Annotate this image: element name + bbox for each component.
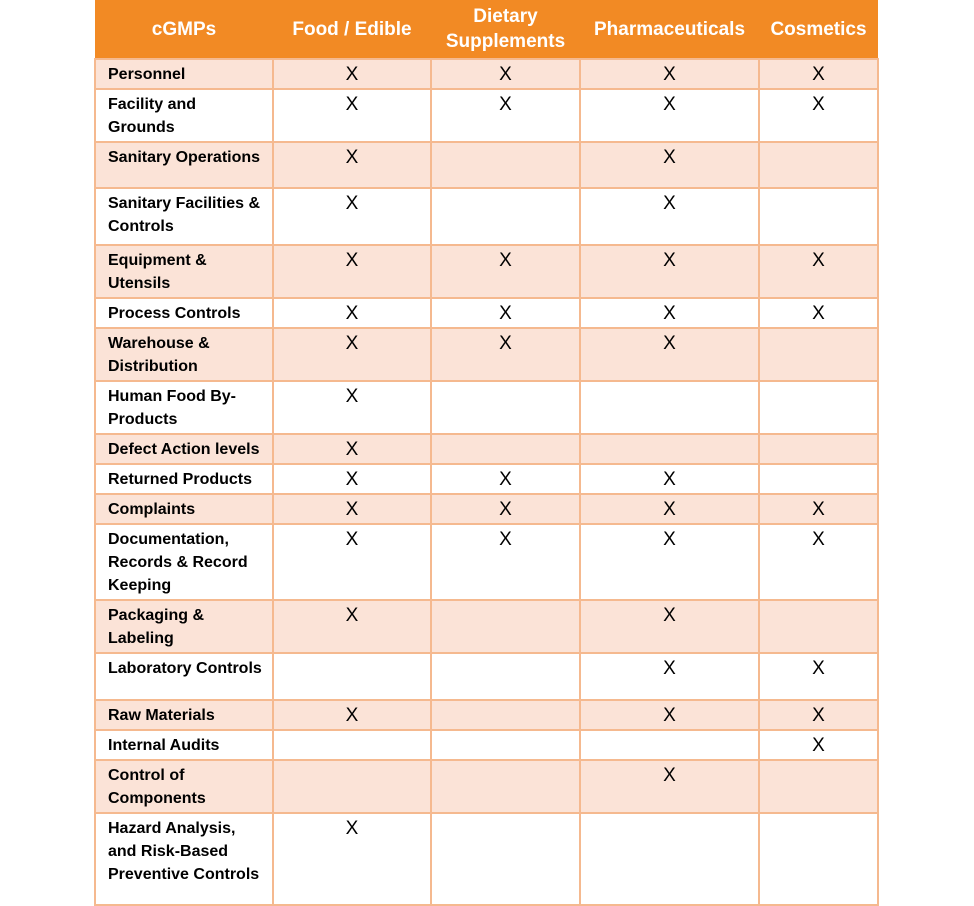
- table-row: [95, 89, 878, 142]
- mark-cell: X: [580, 328, 759, 381]
- mark-cell: X: [580, 59, 759, 89]
- mark-cell: X: [431, 494, 580, 524]
- mark-cell: X: [273, 59, 431, 89]
- table-row: [95, 245, 878, 298]
- row-label: Packaging & Labeling: [95, 600, 273, 653]
- mark-cell: X: [431, 524, 580, 600]
- mark-cell: X: [580, 464, 759, 494]
- row-label: Raw Materials: [95, 700, 273, 730]
- table-body: [95, 59, 878, 905]
- mark-cell: [273, 730, 431, 760]
- table-row: [95, 600, 878, 653]
- mark-cell: [273, 760, 431, 813]
- mark-cell: X: [759, 298, 878, 328]
- row-label: Control of Components: [95, 760, 273, 813]
- mark-cell: [431, 700, 580, 730]
- table-row: [95, 298, 878, 328]
- mark-cell: X: [580, 89, 759, 142]
- row-label: Equipment & Utensils: [95, 245, 273, 298]
- mark-cell: X: [273, 298, 431, 328]
- column-header-food-edible: Food / Edible: [273, 0, 431, 59]
- header-row: [95, 0, 878, 59]
- mark-cell: X: [431, 59, 580, 89]
- mark-cell: X: [759, 59, 878, 89]
- table-row: [95, 653, 878, 700]
- table-row: [95, 524, 878, 600]
- table-row: [95, 188, 878, 245]
- table-row: [95, 59, 878, 89]
- mark-cell: X: [759, 494, 878, 524]
- mark-cell: X: [759, 89, 878, 142]
- row-label: Personnel: [95, 59, 273, 89]
- row-label: Complaints: [95, 494, 273, 524]
- mark-cell: X: [580, 494, 759, 524]
- mark-cell: X: [273, 142, 431, 188]
- mark-cell: [759, 381, 878, 434]
- mark-cell: [431, 760, 580, 813]
- mark-cell: X: [431, 464, 580, 494]
- column-header-pharmaceuticals: Pharmaceuticals: [580, 0, 759, 59]
- column-header-cosmetics: Cosmetics: [759, 0, 878, 59]
- table-row: [95, 381, 878, 434]
- mark-cell: X: [273, 464, 431, 494]
- mark-cell: [431, 653, 580, 700]
- mark-cell: [431, 188, 580, 245]
- table-row: [95, 760, 878, 813]
- mark-cell: X: [580, 524, 759, 600]
- mark-cell: X: [580, 700, 759, 730]
- mark-cell: [580, 434, 759, 464]
- table-row: [95, 328, 878, 381]
- column-header-dietary-supplements: Dietary Supplements: [431, 0, 580, 59]
- mark-cell: X: [580, 760, 759, 813]
- table-row: [95, 494, 878, 524]
- mark-cell: [431, 813, 580, 905]
- mark-cell: [759, 328, 878, 381]
- mark-cell: [759, 813, 878, 905]
- mark-cell: X: [580, 600, 759, 653]
- mark-cell: X: [273, 494, 431, 524]
- mark-cell: X: [431, 328, 580, 381]
- row-label: Hazard Analysis, and Risk-Based Preventive Controls: [95, 813, 273, 905]
- mark-cell: [759, 760, 878, 813]
- row-label: Facility and Grounds: [95, 89, 273, 142]
- mark-cell: X: [580, 298, 759, 328]
- mark-cell: X: [273, 600, 431, 653]
- column-header-cgmps: cGMPs: [95, 0, 273, 59]
- mark-cell: X: [273, 89, 431, 142]
- mark-cell: X: [273, 700, 431, 730]
- mark-cell: [273, 653, 431, 700]
- mark-cell: X: [273, 188, 431, 245]
- mark-cell: X: [273, 381, 431, 434]
- mark-cell: X: [759, 245, 878, 298]
- row-label: Sanitary Facilities & Controls: [95, 188, 273, 245]
- row-label: Warehouse & Distribution: [95, 328, 273, 381]
- table-row: [95, 730, 878, 760]
- mark-cell: X: [759, 700, 878, 730]
- row-label: Returned Products: [95, 464, 273, 494]
- mark-cell: [431, 381, 580, 434]
- mark-cell: [759, 600, 878, 653]
- mark-cell: X: [273, 813, 431, 905]
- table-row: [95, 434, 878, 464]
- table-row: [95, 700, 878, 730]
- row-label: Human Food By-Products: [95, 381, 273, 434]
- mark-cell: X: [431, 245, 580, 298]
- row-label: Documentation, Records & Record Keeping: [95, 524, 273, 600]
- mark-cell: [431, 600, 580, 653]
- cgmp-comparison-table: [94, 0, 879, 906]
- mark-cell: X: [431, 298, 580, 328]
- mark-cell: X: [273, 434, 431, 464]
- mark-cell: X: [273, 524, 431, 600]
- mark-cell: X: [273, 328, 431, 381]
- table-row: [95, 464, 878, 494]
- mark-cell: [580, 813, 759, 905]
- table-row: [95, 142, 878, 188]
- mark-cell: [431, 434, 580, 464]
- mark-cell: X: [580, 188, 759, 245]
- table-header: [95, 0, 878, 59]
- mark-cell: X: [759, 730, 878, 760]
- mark-cell: [580, 730, 759, 760]
- mark-cell: [759, 434, 878, 464]
- mark-cell: X: [580, 245, 759, 298]
- row-label: Defect Action levels: [95, 434, 273, 464]
- row-label: Internal Audits: [95, 730, 273, 760]
- mark-cell: X: [580, 142, 759, 188]
- mark-cell: [759, 464, 878, 494]
- mark-cell: [580, 381, 759, 434]
- mark-cell: [759, 188, 878, 245]
- mark-cell: [759, 142, 878, 188]
- mark-cell: X: [273, 245, 431, 298]
- row-label: Laboratory Controls: [95, 653, 273, 700]
- mark-cell: X: [759, 653, 878, 700]
- mark-cell: X: [580, 653, 759, 700]
- row-label: Process Controls: [95, 298, 273, 328]
- mark-cell: [431, 730, 580, 760]
- mark-cell: X: [759, 524, 878, 600]
- mark-cell: X: [431, 89, 580, 142]
- table-row: [95, 813, 878, 905]
- row-label: Sanitary Operations: [95, 142, 273, 188]
- mark-cell: [431, 142, 580, 188]
